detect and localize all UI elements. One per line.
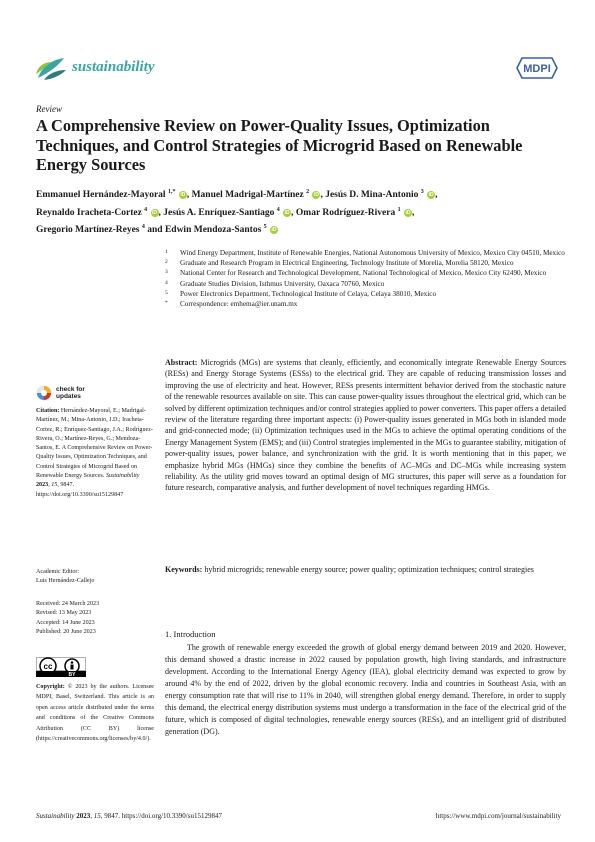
orcid-icon[interactable]: iD: [284, 209, 290, 216]
affiliation-text: Wind Energy Department, Institute of Renewable Energies, National Autonomous University of Mexico, Mexico City 04510, Mexico: [180, 249, 565, 257]
footer-doi[interactable]: , 9847. https://doi.org/10.3390/su15129847: [100, 812, 222, 820]
author-name[interactable]: Emmanuel Hernández-Mayoral: [36, 190, 166, 201]
authors-line: Emmanuel Hernández-Mayoral $^{1,*}$ iD , Manuel Madrigal-Martínez $^2$ iD , Jesús D. Mina-Antonio $^3$ iD ,: [36, 189, 438, 201]
authors-line: Gregorio Martínez-Reyes $^4$ and Edwin Mendoza-Santos $^5$ iD: [36, 224, 277, 236]
affiliation-item: [165, 268, 565, 278]
abstract: [165, 357, 566, 494]
citation-volume: 15: [51, 482, 58, 489]
section-heading-introduction: 1. Introduction: [165, 629, 216, 639]
check-for-updates-line: check for: [56, 386, 85, 393]
copyright-label: Copyright:: [36, 684, 65, 690]
orcid-icon[interactable]: iD: [428, 192, 434, 199]
affiliation-item: [165, 279, 565, 289]
journal-name: sustainability: [72, 59, 155, 75]
check-for-updates-icon: [36, 385, 52, 401]
author-affiliation-sup: 5: [263, 224, 267, 231]
affiliation-text: Power Electronics Department, Technological Institute of Celaya, Celaya 38010, Mexico: [180, 289, 437, 298]
citation-doi[interactable]: , 9847. https://doi.org/10.3390/su15129847: [36, 482, 124, 498]
footer-year: 2023: [76, 812, 91, 820]
dates-block: [36, 600, 154, 637]
footer-journal: Sustainability: [36, 812, 75, 820]
check-for-updates-label: [56, 386, 85, 400]
author-name[interactable]: Manuel Madrigal-Martínez: [191, 190, 304, 201]
affiliation-item: [165, 289, 565, 299]
academic-editor-block: [36, 568, 154, 587]
orcid-icon[interactable]: iD: [180, 192, 186, 199]
citation-text: Hernández-Mayoral, E.; Madrigal-Martínez, M.; Mina-Antonio, J.D.; Iracheta-Cortez, R.; Enríquez-Santiago, J.A.; Rodríguez-Rivera, O.; Martínez-Reyes, G.; Mendoza-Santos, E. A Comprehensive Review on Power-Quality Issues, Optimization Techniques, and Control Strategies of Microgrid Based on Renewable Energy Sources.: [36, 408, 153, 480]
date-received: Received: 24 March 2023: [36, 601, 100, 607]
orcid-icon[interactable]: iD: [271, 227, 277, 234]
date-accepted: Accepted: 14 June 2023: [36, 619, 95, 626]
svg-text:cc: cc: [43, 662, 53, 671]
copyright-text: © 2023 by the authors. Licensee MDPI, Basel, Switzerland. This article is an open access article distributed under the terms and conditions of the Creative Commons Attribution (CC BY) license (https://creativecommons.org/licenses/by/4.0/).: [36, 684, 154, 743]
author-affiliation-sup: 4: [276, 206, 280, 213]
citation-label: Citation:: [36, 408, 60, 414]
author-name[interactable]: Omar Rodríguez-Rivera: [295, 207, 396, 218]
mdpi-logo-icon: [516, 57, 558, 79]
date-revised: Revised: 13 May 2023: [36, 610, 92, 617]
authors-list: [36, 185, 576, 238]
author-name[interactable]: Edwin Mendoza-Santos: [164, 225, 262, 236]
affiliation-item: [165, 248, 565, 258]
affiliation-number: 3: [165, 269, 168, 276]
affiliation-number: 2: [165, 259, 168, 266]
author-affiliation-sup: 3: [420, 189, 424, 195]
check-for-updates-line: updates: [56, 393, 81, 400]
affiliation-text: National Center for Research and Technological Development, National Technological of Mexico, Mexico City 62490, Mexico: [180, 269, 547, 278]
author-affiliation-sup: 2: [306, 189, 310, 195]
academic-editor-name: Luis Hernández-Callejo: [36, 578, 95, 585]
keywords-label: Keywords:: [165, 565, 203, 574]
citation-block: Citation: Hernández-Mayoral, E.; Madrigal-Martínez, M.; Mina-Antonio, J.D.; Iracheta-Cortez, R.; Enríquez-Santiago, J.A.; Rodríguez-Rivera, O.; Martínez-Reyes, G.; Mendoza-Santos, E. A Comprehensive Review on Power-Quality Issues, Optimization Techniques, and Control Strategies of Microgrid Based on Renewable Energy Sources. Sustainability 2023, 15, 9847. https://doi.org/10.3390/su15129847: [36, 408, 153, 498]
keywords-text: hybrid microgrids; renewable energy source; power quality; optimization techniques; control strategies: [204, 565, 534, 574]
introduction-paragraph: The growth of renewable energy exceeded the growth of global energy demand between 2019 and 2020. However, this demand showed a drastic increase in 2022 caused by population growth, high living standards, and infrastructure development. According to the International Energy Agency (IEA), global electricity demand was expected to grow by around 4% by the end of 2022, driven by the global economic recovery. India and countries in Southeast Asia, with an energy consumption rate that will rise to 11% in 2040, will strengthen global energy demand. Therefore, in order to supply this demand, the electrical energy distribution systems must undergo a transformation in the face of the electrical grid of the future, which is composed of digital technologies, renewable energy sources (RESs), and an intelligent grid of distributed generation (DG).: [165, 643, 566, 736]
abstract-label: Abstract:: [165, 358, 198, 367]
footer-volume: 15: [93, 812, 101, 820]
author-name[interactable]: Jesús A. Enríquez-Santiago: [163, 207, 275, 218]
affiliation-number: 5: [165, 289, 168, 296]
orcid-icon[interactable]: iD: [313, 192, 319, 199]
keywords: [165, 564, 566, 575]
author-affiliation-sup: 4: [141, 224, 145, 231]
author-name[interactable]: Reynaldo Iracheta-Cortez: [36, 207, 142, 218]
orcid-icon[interactable]: iD: [405, 209, 411, 216]
article-type: Review: [36, 104, 62, 114]
article-title: A Comprehensive Review on Power-Quality Issues, Optimization Techniques, and Control Strategies of Microgrid Based on Renewable Energy Sources: [36, 116, 523, 174]
correspondence-text[interactable]: Correspondence: emhema@ier.unam.mx: [180, 300, 298, 309]
affiliation-number: 4: [165, 279, 168, 286]
cc-by-license-icon[interactable]: [36, 657, 86, 677]
citation-year: 2023: [36, 482, 49, 489]
affiliation-number: *: [165, 300, 168, 307]
affiliations-list: [165, 248, 565, 309]
svg-text:BY: BY: [68, 672, 76, 677]
author-affiliation-sup: 1: [397, 206, 401, 213]
copyright-block: [36, 682, 154, 744]
affiliation-text: Graduate Studies Division, Isthmus University, Oaxaca 70760, Mexico: [180, 279, 385, 288]
authors-line: Reynaldo Iracheta-Cortez $^4$ iD , Jesús A. Enríquez-Santiago $^4$ iD , Omar Rodríguez-Rivera $^1$ iD ,: [36, 206, 415, 218]
affiliation-item: [165, 299, 565, 309]
affiliation-item: [165, 258, 565, 268]
sustainability-logo-icon: [34, 52, 68, 82]
mdpi-logo-text: MDPI: [523, 63, 551, 75]
check-for-updates-badge[interactable]: [36, 385, 85, 401]
date-published: Published: 20 June 2023: [36, 628, 96, 635]
author-affiliation-sup: 1,*: [167, 189, 176, 195]
abstract-text: Microgrids (MGs) are systems that cleanly, efficiently, and economically integrate Renewable Energy Sources (RESs) and Energy Storage Systems (ESSs) to the electrical grid. They are capable of reducing transmission losses and improving the use of electricity and heat. However, RESs presents intermittent behavior derived from the stochastic nature of the renewable resources available on site. This can cause power-quality issues throughout the electrical grid, which can be solved by different optimization techniques and/or control strategies applied to power converters. This paper offers a detailed review of the literature regarding three important aspects: (i) Power-quality issues generated in MGs both in islanded mode and grid-connected mode; (ii) Optimization techniques used in the MGs to achieve the optimal operating conditions of the Energy Management System (EMS); and (iii) Control strategies implemented in the MGs to guarantee stability, mitigation of power-quality issues, power balance, and synchronization with the grid. It is worth mentioning that in this paper, we emphasize hybrid MGs (HMGs) since they combine the benefits of AC–MGs and DC–MGs while increasing system reliability. As the utility grid moves toward an optimal design of MG structures, this paper will serve as a foundation for future research, comparative analysis, and further development of novel techniques regarding HMGs.: [165, 358, 567, 493]
affiliation-number: 1: [165, 249, 168, 255]
citation-journal: Sustainability: [105, 473, 140, 480]
orcid-icon[interactable]: iD: [152, 209, 158, 216]
affiliation-text: Graduate and Research Program in Electrical Engineering, Technology Institute of Morelia, Morelia 58120, Mexico: [180, 259, 514, 268]
footer-citation: Sustainability 2023, 15, 9847. https://doi.org/10.3390/su15129847: [36, 812, 222, 820]
author-name[interactable]: Jesús D. Mina-Antonio: [325, 190, 419, 201]
academic-editor-label: Academic Editor:: [36, 569, 80, 575]
footer-journal-url[interactable]: https://www.mdpi.com/journal/sustainability: [435, 812, 561, 820]
author-affiliation-sup: 4: [144, 206, 148, 213]
author-name[interactable]: Gregorio Martínez-Reyes: [36, 225, 140, 236]
